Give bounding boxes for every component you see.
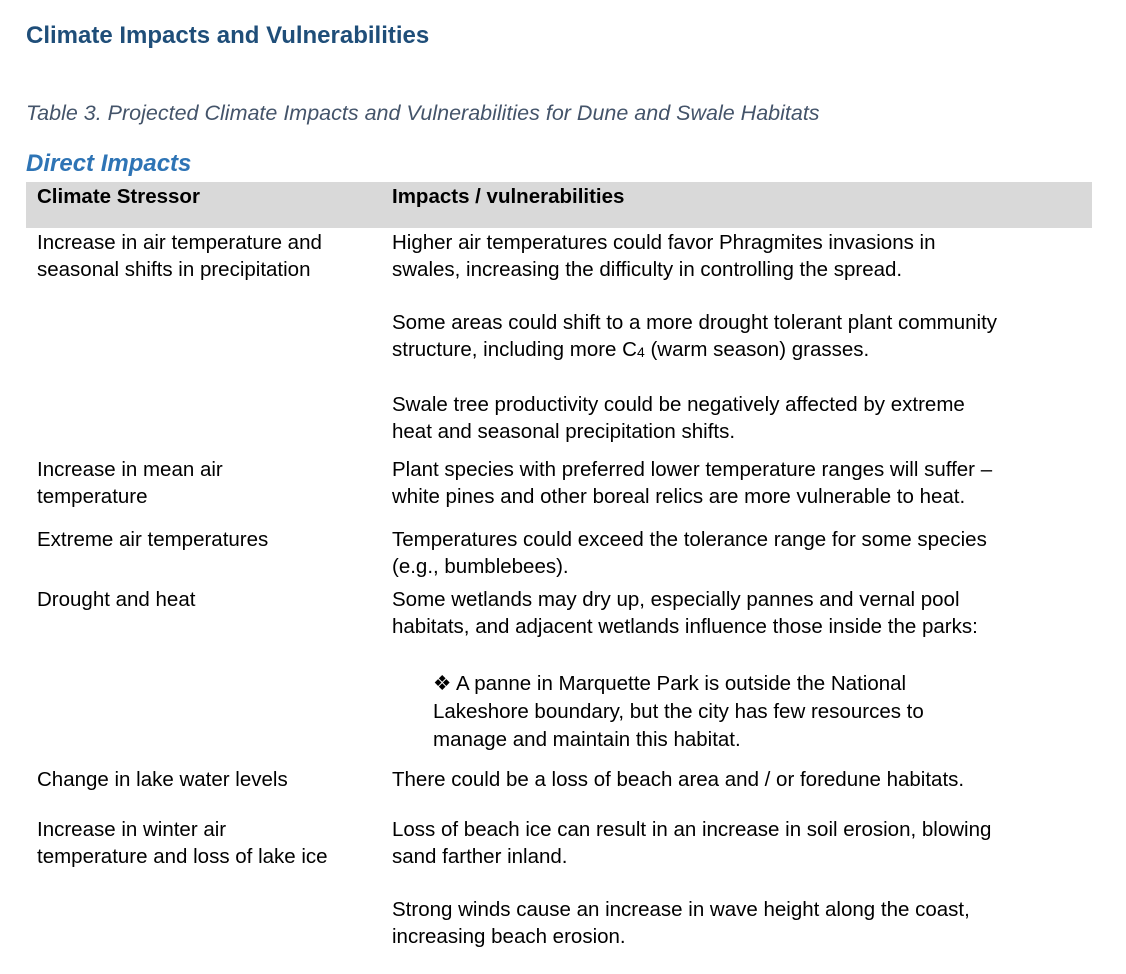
impact-paragraph: There could be a loss of beach area and / or foredune habitats. xyxy=(392,768,965,791)
stressor-text: Change in lake water levels xyxy=(37,768,288,791)
impacts-cell xyxy=(392,229,1092,445)
stressor-cell xyxy=(37,816,382,870)
impact-paragraph: Some areas could shift to a more drought tolerant plant community structure, including more $C_4$ (warm season) grasses. xyxy=(392,311,998,361)
stressor-text: temperature xyxy=(37,485,148,508)
stressor-text: Extreme air temperatures xyxy=(37,528,269,551)
stressor-text: Increase in mean air xyxy=(37,458,223,481)
impacts-cell xyxy=(392,816,1092,950)
impact-paragraph: Higher air temperatures could favor Phragmites invasions in swales, increasing the difficulty in controlling the spread. xyxy=(392,231,936,281)
impact-paragraph: Swale tree productivity could be negatively affected by extreme heat and seasonal precipitation shifts. xyxy=(392,393,965,443)
direct-impacts-subheading: Direct Impacts xyxy=(26,150,192,177)
impacts-cell xyxy=(392,456,1092,510)
climate-impacts-table xyxy=(26,182,1092,948)
column-header-impacts: Impacts / vulnerabilities xyxy=(392,185,625,208)
table-header-row xyxy=(26,182,1092,228)
stressor-text: Increase in winter air xyxy=(37,818,227,841)
impact-paragraph: Plant species with preferred lower temperature ranges will suffer – white pines and other boreal relics are more vulnerable to heat. xyxy=(392,458,993,508)
stressor-cell xyxy=(37,766,382,793)
stressor-text: temperature and loss of lake ice xyxy=(37,845,328,868)
table-caption: Table 3. Projected Climate Impacts and Vulnerabilities for Dune and Swale Habitats xyxy=(26,101,820,125)
diamond-bullet-icon: ❖ xyxy=(433,672,452,695)
impact-paragraph: Temperatures could exceed the tolerance range for some species (e.g., bumblebees). xyxy=(392,528,987,578)
subscript: 4 xyxy=(636,344,645,360)
impacts-cell xyxy=(392,526,1092,580)
stressor-cell xyxy=(37,229,382,283)
stressor-text: Drought and heat xyxy=(37,588,196,611)
stressor-cell xyxy=(37,526,382,553)
impact-paragraph: Strong winds cause an increase in wave height along the coast, increasing beach erosion. xyxy=(392,898,970,948)
impact-paragraph: Some wetlands may dry up, especially pannes and vernal pool habitats, and adjacent wetlands influence those inside the parks: xyxy=(392,588,978,638)
stressor-text: seasonal shifts in precipitation xyxy=(37,258,311,281)
bullet-item: ❖ A panne in Marquette Park is outside the National Lakeshore boundary, but the city has few resources to manage and maintain this habitat. xyxy=(433,672,924,751)
stressor-cell xyxy=(37,456,382,510)
impact-paragraph: Loss of beach ice can result in an increase in soil erosion, blowing sand farther inland. xyxy=(392,818,992,868)
impacts-cell xyxy=(392,586,1092,754)
stressor-cell xyxy=(37,586,382,613)
impacts-cell xyxy=(392,766,1092,793)
column-header-climate-stressor: Climate Stressor xyxy=(37,185,200,208)
stressor-text: Increase in air temperature and xyxy=(37,231,322,254)
section-heading: Climate Impacts and Vulnerabilities xyxy=(26,22,430,49)
